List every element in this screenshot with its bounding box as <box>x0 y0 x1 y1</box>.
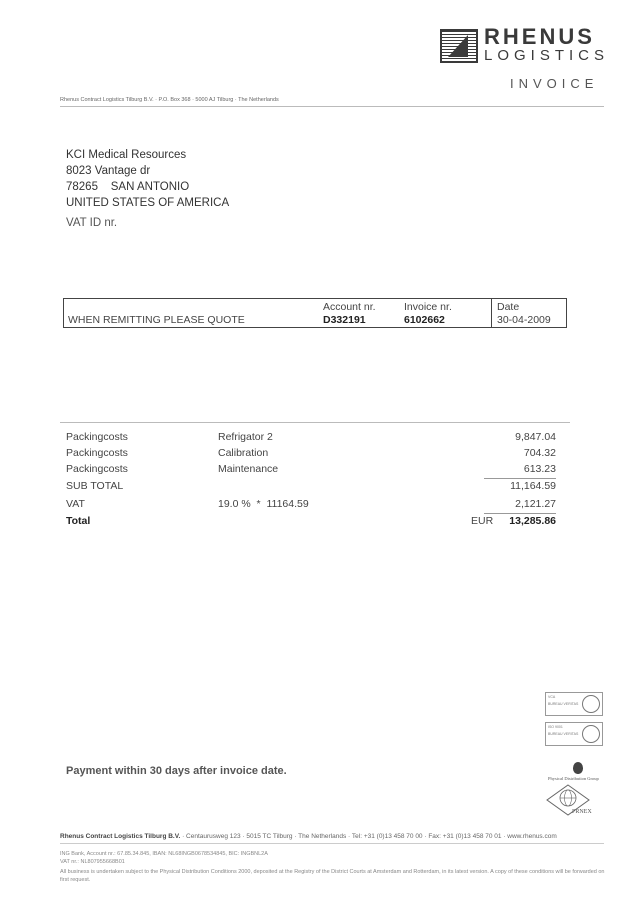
item-type: Packingcosts <box>66 431 128 443</box>
recipient-city: 78265 SAN ANTONIO <box>66 181 190 193</box>
item-amount: 613.23 <box>523 463 556 475</box>
vat-id-label: VAT ID nr. <box>66 217 118 229</box>
footer-bank-info <box>60 850 268 866</box>
item-amount: 704.32 <box>523 447 556 459</box>
sender-address-line: Rhenus Contract Logistics Tilburg B.V. · P.O. Box 368 · 5000 AJ Tilburg · The Netherlands <box>60 97 279 103</box>
item-description: Refrigator 2 <box>218 431 273 443</box>
iso-certificate-badge <box>545 722 603 746</box>
line-item <box>66 463 556 479</box>
item-type: Packingcosts <box>66 447 128 459</box>
total-rule <box>484 513 556 514</box>
item-description: Calibration <box>218 447 269 459</box>
footer-divider <box>60 843 604 844</box>
logo-subtitle: LOGISTICS <box>484 47 610 64</box>
recipient-name: KCI Medical Resources <box>66 149 187 161</box>
total-currency: EUR <box>471 515 494 527</box>
cert-line: BUREAU VERITAS <box>548 702 579 706</box>
items-divider <box>60 422 570 423</box>
subtotal-rule <box>484 478 556 479</box>
total-row <box>66 515 556 531</box>
recipient-address <box>66 147 229 211</box>
invoice-number-label: Invoice nr. <box>404 301 452 313</box>
company-logo <box>440 24 610 65</box>
footer-company-line <box>60 833 557 840</box>
invoice-number-value: 6102662 <box>404 314 445 326</box>
item-description: Maintenance <box>218 463 279 475</box>
date-value: 30-04-2009 <box>497 314 551 326</box>
subtotal-label: SUB TOTAL <box>66 480 124 492</box>
line-item <box>66 447 556 463</box>
pdg-logo-icon <box>573 762 583 774</box>
vat-label: VAT <box>66 498 85 510</box>
account-number-label: Account nr. <box>323 301 376 313</box>
footer-company-name: Rhenus Contract Logistics Tilburg B.V. <box>60 833 181 840</box>
prnex-logo <box>543 783 593 822</box>
total-amount: 13,285.86 <box>509 515 556 527</box>
footer-terms: All business is undertaken subject to the Physical Distribution Conditions 2000, deposited at the Registry of the District Courts at Amsterdam and Rotterdam, in its latest version. A copy of these conditions will be forwarded on first request. <box>60 869 605 883</box>
prnex-globe-icon <box>543 783 593 817</box>
footer-vat-nr: VAT nr.: NL807955668B01 <box>60 859 125 865</box>
document-title: INVOICE <box>510 76 599 91</box>
vat-rate: 19.0 % * 11164.59 <box>218 498 309 510</box>
subtotal-row <box>66 480 556 496</box>
item-type: Packingcosts <box>66 463 128 475</box>
prnex-label: PRNEX <box>572 809 592 815</box>
certification-seal-icon <box>582 695 600 713</box>
recipient-country: UNITED STATES OF AMERICA <box>66 197 230 209</box>
cert-line: ISO 9001 <box>548 725 563 729</box>
cert-line: BUREAU VERITAS <box>548 732 579 736</box>
footer-bank: ING Bank, Account nr.: 67.85.34.845, IBAN: NL68INGB0678534845, BIC: INGBNL2A <box>60 851 268 857</box>
group-name: Physical Distribution Group <box>548 776 599 781</box>
header-divider <box>60 106 604 107</box>
rhenus-logo-icon <box>440 29 478 63</box>
remit-divider <box>491 299 492 327</box>
remit-quote-label: WHEN REMITTING PLEASE QUOTE <box>68 314 245 326</box>
subtotal-amount: 11,164.59 <box>510 480 556 492</box>
footer-address: · Centaurusweg 123 · 5015 TC Tilburg · The Netherlands · Tel: +31 (0)13 458 70 00 · Fax: +31 (0)13 458 70 01 · www.rhenus.com <box>180 833 557 840</box>
vca-certificate-badge <box>545 692 603 716</box>
vat-row <box>66 498 556 514</box>
payment-terms: Payment within 30 days after invoice date. <box>66 765 287 777</box>
item-amount: 9,847.04 <box>515 431 556 443</box>
recipient-street: 8023 Vantage dr <box>66 165 151 177</box>
vat-amount: 2,121.27 <box>515 498 556 510</box>
certification-seal-icon <box>582 725 600 743</box>
account-number-value: D332191 <box>323 314 366 326</box>
remittance-box <box>63 298 567 328</box>
date-label: Date <box>497 301 520 313</box>
total-label: Total <box>66 515 91 527</box>
line-item <box>66 431 556 447</box>
cert-line: VCA <box>548 695 556 699</box>
logo-name: RHENUS <box>484 24 595 49</box>
